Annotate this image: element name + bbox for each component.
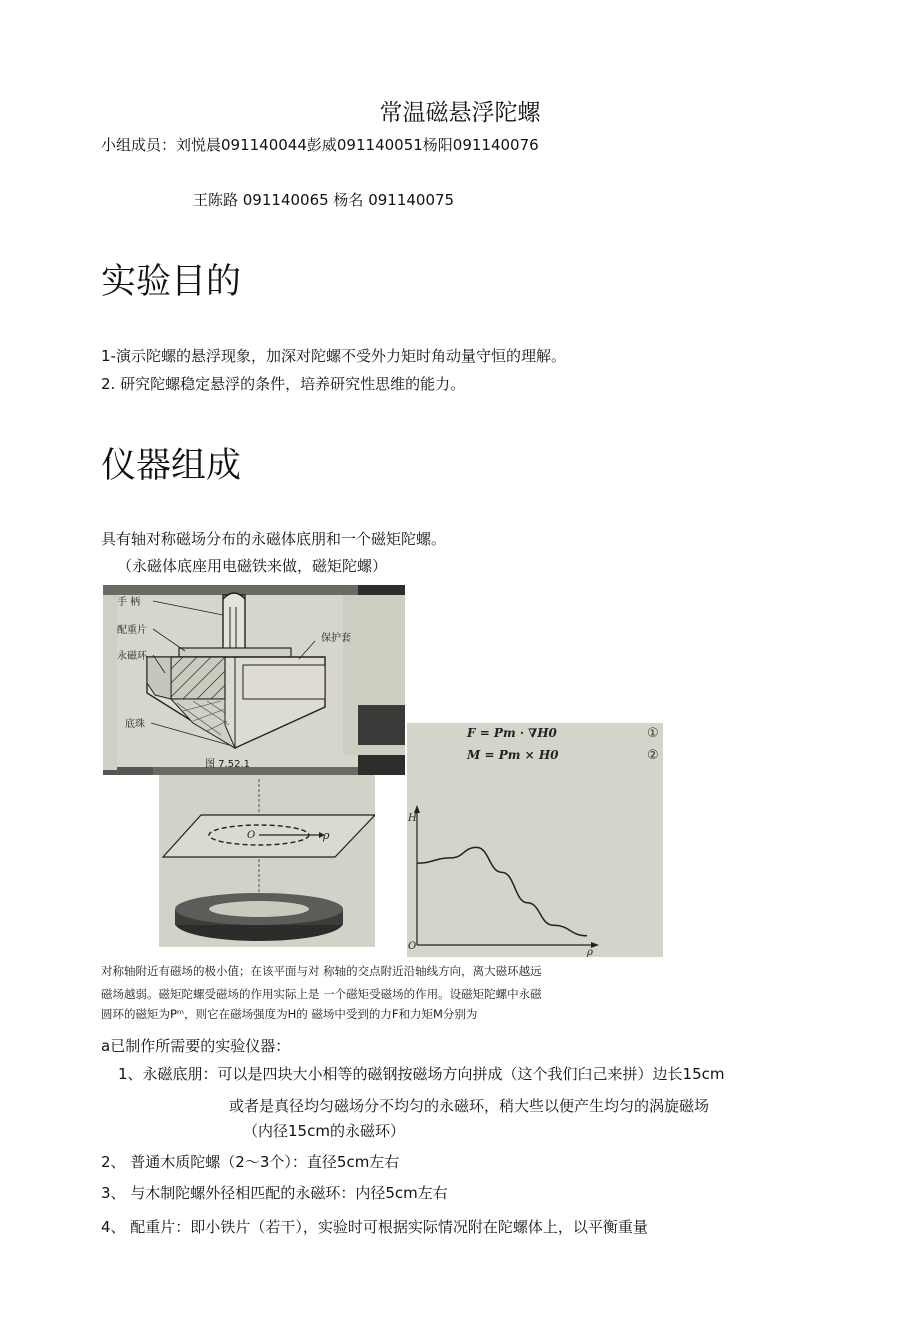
label-ball: 底珠 [125,719,145,730]
label-protect: 保护套 [321,633,351,644]
field-strength-chart [407,723,663,957]
instrument-item-1-cont: 或者是真径均匀磁场分不均匀的永磁环，稍大些以便产生均匀的涡旋磁场 [229,1097,710,1115]
gyroscope-diagram-photo [103,585,405,775]
purpose-item-2: 2. 研究陀螺稳定悬浮的条件，培养研究性思维的能力。 [101,375,466,393]
rho-label: ρ [323,829,330,842]
label-handle: 手 柄 [117,597,141,608]
caption-line-3: 圆环的磁矩为Pᵐ，则它在磁场强度为H的 磁场中受到的力F和力矩M分别为 [101,1007,478,1021]
equation-2-number: ② [647,748,659,763]
magnet-ring-field-diagram [159,775,375,947]
origin-label: O [247,830,256,841]
section-heading-apparatus: 仪器组成 [101,446,242,486]
apparatus-note: （永磁体底座用电磁铁来做，磁矩陀螺） [117,557,388,575]
group-members-line2: 王陈路 091140065 杨名 091140075 [193,191,455,209]
group-members-line1: 小组成员：刘悦晨091140044彭威091140051杨阳091140076 [101,136,539,154]
caption-line-2: 磁场越弱。磁矩陀螺受磁场的作用实际上是 一个磁矩受磁场的作用。设磁矩陀螺中永磁 [101,987,542,1001]
page-title: 常温磁悬浮陀螺 [379,100,541,126]
equation-torque: M = Pm × H0 [467,748,559,762]
instrument-item-1-cont2: （内径15cm的永磁环） [243,1122,405,1140]
purpose-item-1: 1-演示陀螺的悬浮现象，加深对陀螺不受外力矩时角动量守恒的理解。 [101,347,566,365]
label-magnet-ring: 永磁环 [117,651,147,662]
label-weight: 配重片 [117,625,147,636]
axis-origin-label: O [408,941,417,952]
apparatus-intro: 具有轴对称磁场分布的永磁体底朋和一个磁矩陀螺。 [101,530,447,548]
caption-line-1: 对称轴附近有磁场的极小值；在该平面与对 称轴的交点附近沿轴线方向，离大磁环越远 [101,964,542,978]
figure-number: 图 7.52.1 [205,759,250,770]
instrument-item-2: 2、 普通木质陀螺（2～3个）：直径5cm左右 [101,1153,400,1171]
equation-force: F = Pm · ∇H0 [467,726,557,740]
instrument-item-3: 3、 与木制陀螺外径相匹配的永磁环：内径5cm左右 [101,1184,448,1202]
axis-h-label: H [408,813,417,824]
instrument-item-4: 4、 配重片：即小铁片（若干），实验时可根据实际情况附在陀螺体上，以平衡重量 [101,1218,648,1236]
equation-1-number: ① [647,726,659,741]
instrument-item-1: 1、永磁底朋：可以是四块大小相等的磁钢按磁场方向拼成（这个我们臼己来拼）边长15cm [118,1065,725,1083]
section-heading-purpose: 实验目的 [101,262,242,302]
instruments-heading: a已制作所需要的实验仪器： [101,1037,291,1055]
axis-rho-label: ρ [587,947,593,957]
